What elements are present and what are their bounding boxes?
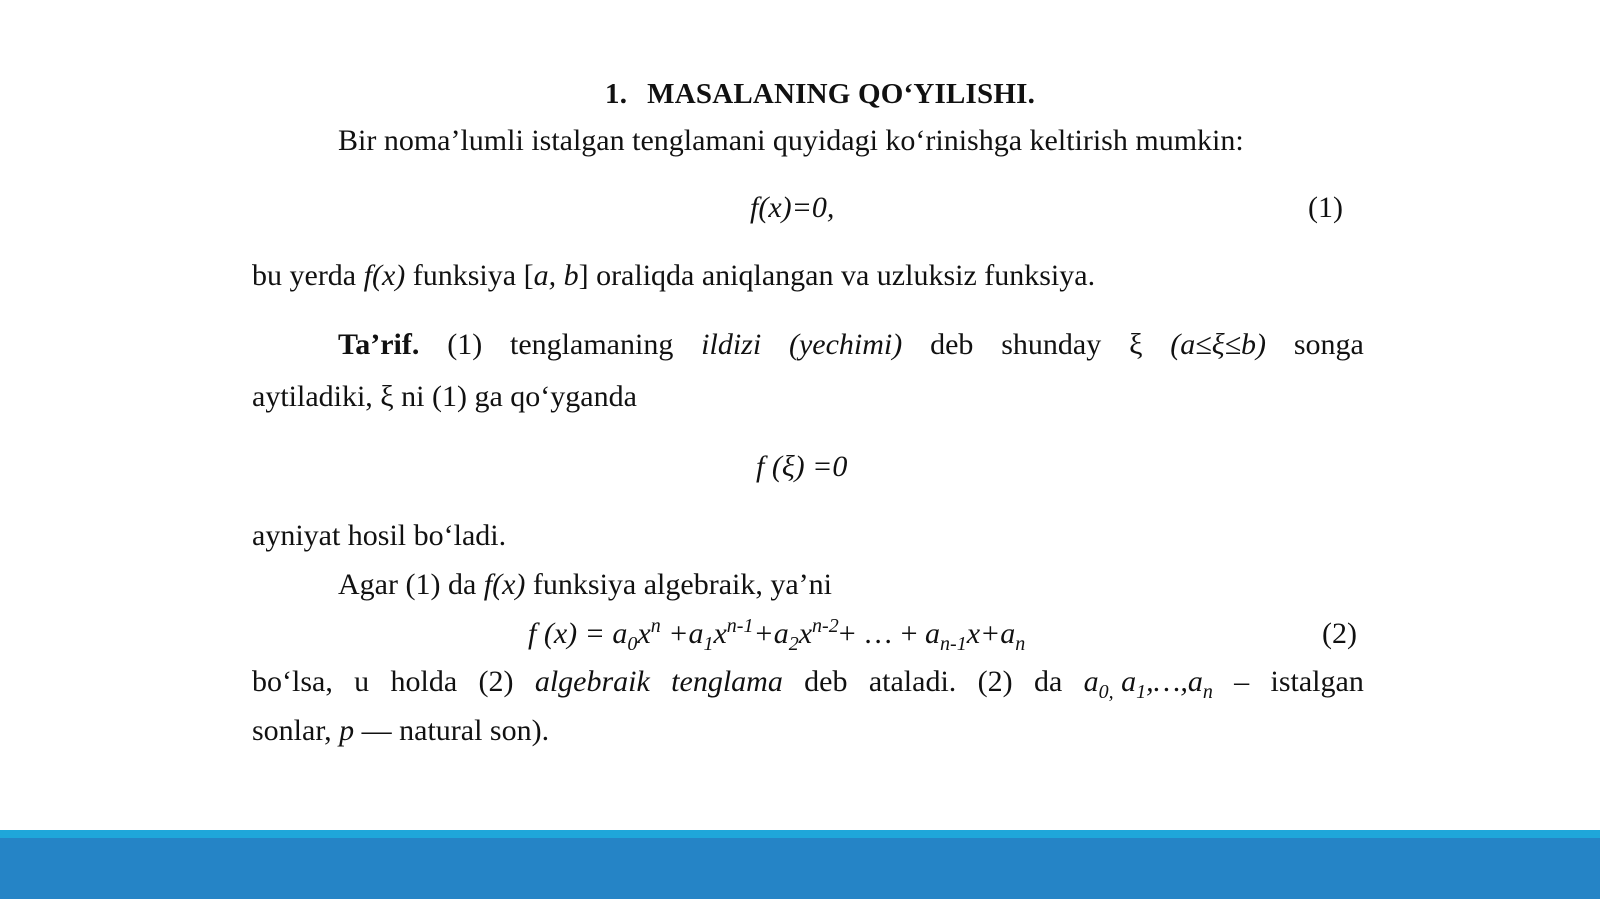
text: bu yerda	[252, 259, 364, 292]
word: holda	[390, 665, 458, 698]
definition-line-1	[252, 326, 1364, 364]
text: ,	[548, 259, 564, 292]
coef: a	[925, 617, 941, 650]
term-algebraic: algebraik	[534, 665, 650, 698]
text: funksiya algebraik, ya’ni	[525, 568, 832, 601]
word: istalgan	[1270, 665, 1364, 698]
paragraph-coefficients-line-2	[252, 712, 549, 750]
interval-a: a	[533, 259, 549, 292]
var: x+	[966, 617, 1001, 650]
coef: a	[1000, 617, 1016, 650]
term-root: ildizi	[701, 328, 762, 361]
section-title	[605, 76, 1035, 112]
coef: a	[1083, 665, 1099, 698]
dash: –	[1234, 665, 1250, 698]
var-p: p	[339, 714, 355, 747]
dots: ,…,	[1146, 665, 1188, 698]
coef: a	[1187, 665, 1203, 698]
word: u	[354, 665, 370, 698]
word: shunday	[1001, 328, 1102, 361]
symbol-xi: ξ	[1129, 328, 1143, 361]
interval-b: b	[563, 259, 579, 292]
op: +	[660, 617, 689, 650]
term-equation: tenglama	[671, 665, 783, 698]
sub: 2	[788, 633, 799, 655]
word: (1)	[447, 328, 483, 361]
sup: n-2	[812, 615, 839, 637]
dots: + … +	[838, 617, 926, 650]
section-number: 1.	[605, 78, 628, 110]
var: x	[637, 617, 651, 650]
paragraph-domain	[252, 257, 1095, 295]
definition-line-2: aytiladiki, ξ ni (1) ga qo‘yganda	[252, 380, 637, 413]
word: tenglamaning	[510, 328, 674, 361]
word: da	[1033, 665, 1063, 698]
word: bo‘lsa,	[252, 665, 333, 698]
op: +	[753, 617, 774, 650]
coef: a	[688, 617, 704, 650]
sub: n	[1202, 681, 1213, 703]
word: deb	[804, 665, 848, 698]
paragraph-coefficients-line-1	[252, 663, 1364, 701]
equation-2	[528, 615, 1025, 653]
equation-root: f (ξ) =0	[756, 450, 848, 483]
sub: n-1	[940, 633, 967, 655]
var: x	[798, 617, 813, 650]
coefficients	[1084, 663, 1213, 701]
function-fx: f(x)	[483, 568, 526, 601]
eq2-lhs: f (x) =	[528, 617, 613, 650]
var: x	[713, 617, 727, 650]
sub: 0,	[1098, 681, 1114, 703]
text: ] oraliqda aniqlangan va uzluksiz funksiya.	[578, 259, 1096, 292]
equation-1: f(x)=0,	[750, 191, 835, 224]
sub: n	[1015, 633, 1026, 655]
definition-label: Ta’rif.	[338, 328, 420, 361]
text: Agar (1) da	[338, 568, 484, 601]
coef: a	[1121, 665, 1137, 698]
sub: 1	[1136, 681, 1147, 703]
sub: 1	[703, 633, 714, 655]
paragraph-algebraic	[338, 566, 832, 604]
sup: n	[650, 615, 661, 637]
text: — natural son).	[354, 714, 550, 747]
term-solution: (yechimi)	[789, 328, 903, 361]
word: deb	[930, 328, 974, 361]
sup: n-1	[726, 615, 754, 637]
inequality: (a≤ξ≤b)	[1170, 328, 1267, 361]
footer-bar	[0, 830, 1600, 899]
sub: 0	[627, 633, 638, 655]
paragraph-intro: Bir noma’lumli istalgan tenglamani quyidagi ko‘rinishga keltirish mumkin:	[338, 124, 1244, 157]
section-title-text: MASALANING QO‘YILISHI.	[647, 78, 1036, 110]
coef: a	[773, 617, 789, 650]
text: sonlar,	[252, 714, 340, 747]
word: (2)	[478, 665, 514, 698]
coef: a	[612, 617, 628, 650]
text: funksiya [	[405, 259, 534, 292]
equation-2-number: (2)	[1322, 617, 1357, 650]
function-fx: f(x)	[363, 259, 406, 292]
word: ataladi.	[868, 665, 957, 698]
word: songa	[1293, 328, 1364, 361]
word: (2)	[977, 665, 1013, 698]
equation-1-number: (1)	[1308, 191, 1343, 224]
paragraph-identity: ayniyat hosil bo‘ladi.	[252, 519, 507, 552]
